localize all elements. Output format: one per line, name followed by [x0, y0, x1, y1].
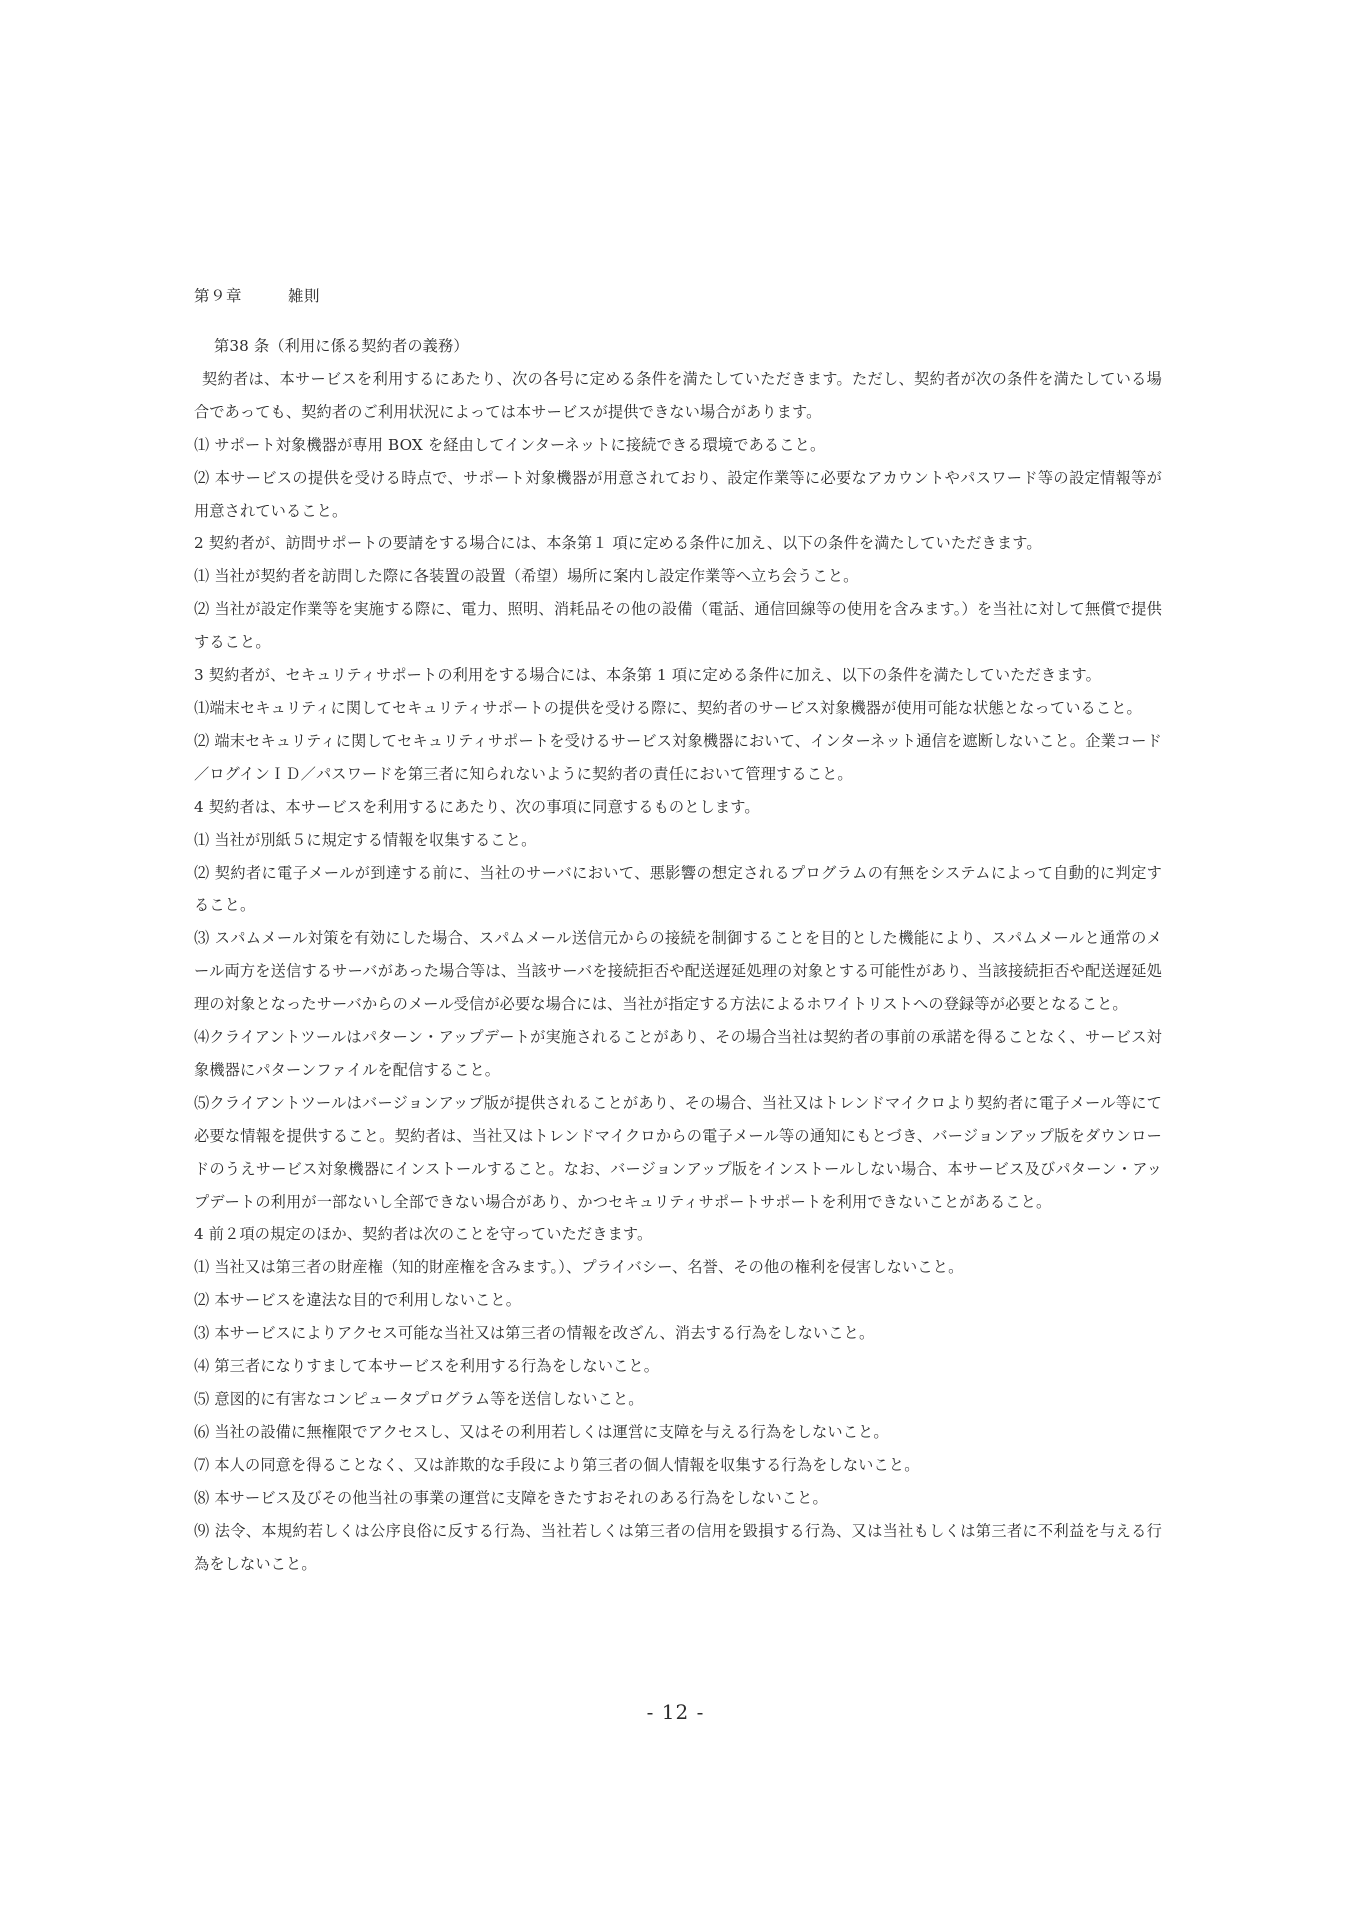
article-item: ⑼ 法令、本規約若しくは公序良俗に反する行為、当社若しくは第三者の信用を毀損する行為、又は当社もしくは第三者に不利益を与える行為をしないこと。 — [194, 1521, 1162, 1573]
article-paragraph: 2 契約者が、訪問サポートの要請をする場合には、本条第１ 項に定める条件に加え、以下の条件を満たしていただきます。 — [194, 534, 1042, 553]
article-item: ⑷クライアントツールはパターン・アップデートが実施されることがあり、その場合当社は契約者の事前の承諾を得ることなく、サービス対象機器にパターンファイルを配信すること。 — [194, 1028, 1162, 1079]
article-body — [194, 330, 1162, 1580]
article-item: ⑷ 第三者になりすまして本サービスを利用する行為をしないこと。 — [194, 1357, 660, 1376]
article-item: ⑹ 当社の設備に無権限でアクセスし、又はその利用若しくは運営に支障を与える行為をしないこと。 — [194, 1422, 889, 1441]
article-heading: 第38 条（利用に係る契約者の義務） — [214, 337, 469, 355]
article-item: ⑵ 当社が設定作業等を実施する際に、電力、照明、消耗品その他の設備（電話、通信回線等の使用を含みます。）を当社に対して無償で提供すること。 — [194, 600, 1162, 652]
chapter-heading — [194, 284, 320, 306]
article-item: ⑵ 本サービスの提供を受ける時点で、サポート対象機器が用意されており、設定作業等に必要なアカウントやパスワード等の設定情報等が用意されていること。 — [194, 468, 1162, 520]
article-item: ⑸クライアントツールはバージョンアップ版が提供されることがあり、その場合、当社又はトレンドマイクロより契約者に電子メール等にて必要な情報を提供すること。契約者は、当社又はトレンドマイクロからの電子メール等の通知にもとづき、バージョンアップ版をダウンロードのうえサービス対象機器にインストールすること。なお、バージョンアップ版をインストールしない場合、本サービス及びパターン・アップデートの利用が一部ないし全部できない場合があり、かつセキュリティサポートサポートを利用できないことがあること。 — [194, 1093, 1162, 1211]
article-paragraph: 契約者は、本サービスを利用するにあたり、次の各号に定める条件を満たしていただきます。ただし、契約者が次の条件を満たしている場合であっても、契約者のご利用状況によっては本サービスが提供できない場合があります。 — [194, 369, 1162, 421]
article-paragraph: 3 契約者が、セキュリティサポートの利用をする場合には、本条第 1 項に定める条件に加え、以下の条件を満たしていただきます。 — [194, 666, 1101, 685]
article-item: ⑵ 契約者に電子メールが到達する前に、当社のサーバにおいて、悪影響の想定されるプログラムの有無をシステムによって自動的に判定すること。 — [194, 863, 1162, 915]
article-paragraph: 4 契約者は、本サービスを利用するにあたり、次の事項に同意するものとします。 — [194, 797, 760, 816]
article-item: ⑸ 意図的に有害なコンピュータプログラム等を送信しないこと。 — [194, 1390, 644, 1408]
article-item: ⑴ 当社が別紙５に規定する情報を収集すること。 — [194, 830, 537, 849]
article-item: ⑵ 端末セキュリティに関してセキュリティサポートを受けるサービス対象機器において、インターネット通信を遮断しないこと。企業コード／ログインＩＤ／パスワードを第三者に知られないように契約者の責任において管理すること。 — [194, 731, 1162, 783]
article-item: ⑵ 本サービスを違法な目的で利用しないこと。 — [194, 1291, 522, 1310]
article-item: ⑴ 当社が契約者を訪問した際に各装置の設置（希望）場所に案内し設定作業等へ立ち会うこと。 — [194, 567, 859, 586]
chapter-title: 雑則 — [288, 287, 321, 305]
article-item: ⑴ サポート対象機器が専用 BOX を経由してインターネットに接続できる環境であること。 — [194, 435, 826, 454]
article-item: ⑻ 本サービス及びその他当社の事業の運営に支障をきたすおそれのある行為をしないこと。 — [194, 1488, 828, 1507]
article-paragraph: 4 前２項の規定のほか、契約者は次のことを守っていただきます。 — [194, 1225, 653, 1244]
article-item: ⑶ 本サービスによりアクセス可能な当社又は第三者の情報を改ざん、消去する行為をしないこと。 — [194, 1324, 875, 1343]
chapter-number: 第９章 — [194, 287, 243, 305]
article-item: ⑴端末セキュリティに関してセキュリティサポートの提供を受ける際に、契約者のサービス対象機器が使用可能な状態となっていること。 — [194, 698, 1142, 717]
page-number: - 12 - — [646, 1700, 705, 1724]
article-item: ⑴ 当社又は第三者の財産権（知的財産権を含みます。）、プライバシー、名誉、その他の権利を侵害しないこと。 — [194, 1258, 964, 1277]
article-item: ⑶ スパムメール対策を有効にした場合、スパムメール送信元からの接続を制御することを目的とした機能により、スパムメールと通常のメール両方を送信するサーバがあった場合等は、当該サーバを接続拒否や配送遅延処理の対象とする可能性があり、当該接続拒否や配送遅延処理の対象となったサーバからのメール受信が必要な場合には、当社が指定する方法によるホワイトリストへの登録等が必要となること。 — [194, 929, 1162, 1014]
article-item: ⑺ 本人の同意を得ることなく、又は詐欺的な手段により第三者の個人情報を収集する行為をしないこと。 — [194, 1455, 920, 1474]
